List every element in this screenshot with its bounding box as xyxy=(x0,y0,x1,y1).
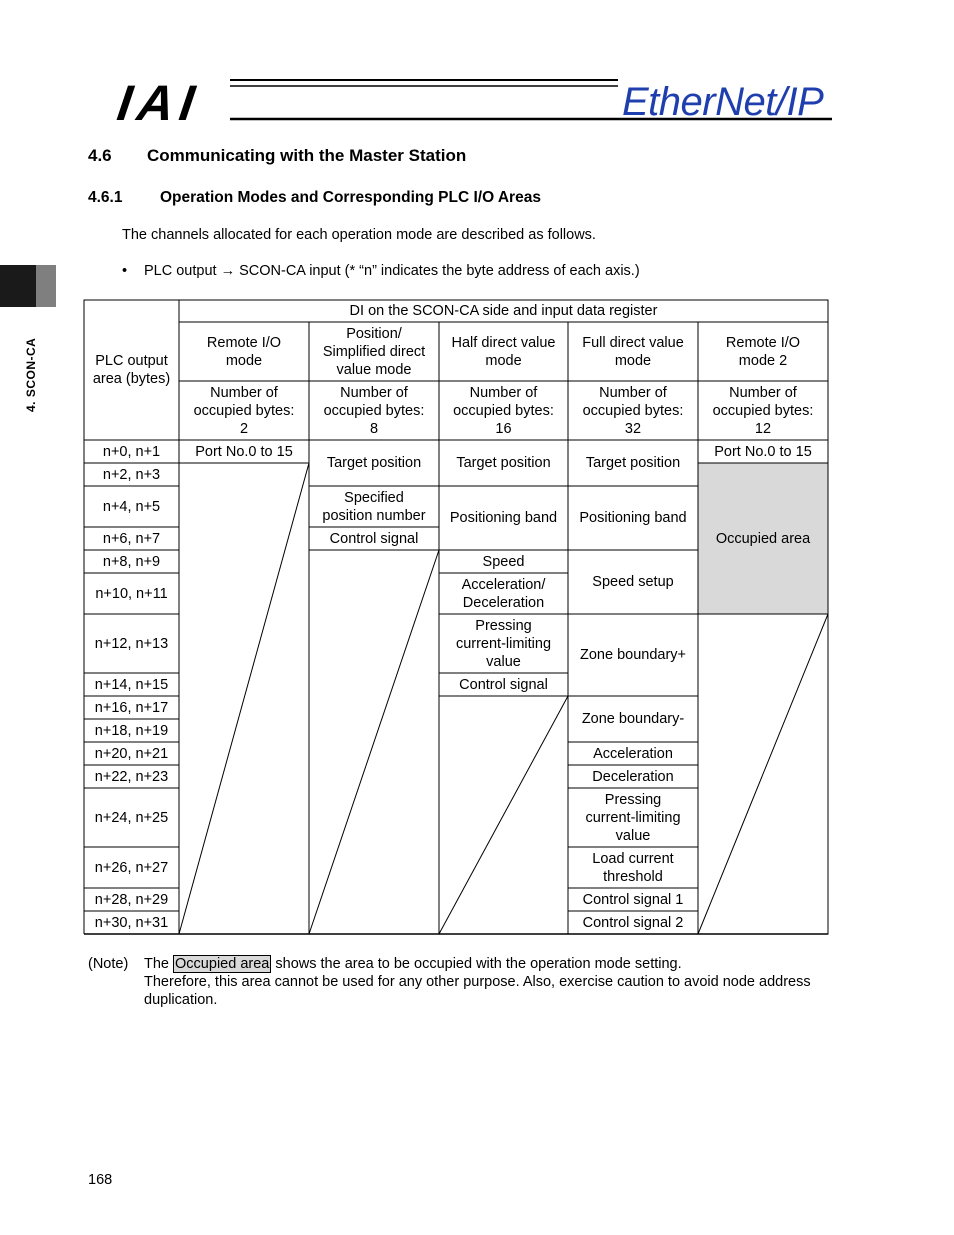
table-cell: Port No.0 to 15 xyxy=(195,443,293,460)
table-cell: Control signal xyxy=(329,530,419,547)
table-cell: Speed xyxy=(482,553,525,570)
note-line1: shows the area to be occupied with the operation mode setting. xyxy=(275,956,682,972)
mode-header-4: Full direct value mode xyxy=(582,334,684,369)
group-header: DI on the SCON-CA side and input data register xyxy=(349,303,658,319)
table-cell: Load current threshold xyxy=(592,850,674,885)
unused-area-diagonal xyxy=(698,614,828,934)
table-cell: Positioning band xyxy=(579,510,687,526)
unused-area-diagonal xyxy=(439,696,568,934)
table-cell: Zone boundary- xyxy=(581,711,685,727)
mode-bytes-1: Number of occupied bytes: 2 xyxy=(193,384,295,437)
table-cell: Target position xyxy=(456,455,551,471)
row-label: n+8, n+9 xyxy=(102,553,161,570)
corner-header: PLC output area (bytes) xyxy=(92,353,171,387)
mode-bytes-2: Number of occupied bytes: 8 xyxy=(323,384,425,437)
row-label: n+28, n+29 xyxy=(94,891,169,908)
ethernet-ip-logo: EtherNet/IP xyxy=(622,80,824,124)
mode-bytes-4: Number of occupied bytes: 32 xyxy=(582,384,684,437)
mode-header-5: Remote I/O mode 2 xyxy=(725,334,801,369)
row-label: n+22, n+23 xyxy=(94,768,169,785)
bullet-symbol: • xyxy=(122,263,128,279)
page-number: 168 xyxy=(88,1172,113,1188)
table-cell: Pressing current-limiting value xyxy=(585,791,681,844)
row-label: n+14, n+15 xyxy=(94,676,169,693)
mode-header-3: Half direct value mode xyxy=(451,334,556,369)
note-block xyxy=(88,955,888,1009)
row-label: n+30, n+31 xyxy=(94,914,169,931)
row-label: n+18, n+19 xyxy=(94,722,169,739)
occupied-area-cell: Occupied area xyxy=(715,530,811,547)
table-cell: Target position xyxy=(326,455,422,471)
table-cell: Deceleration xyxy=(592,768,674,785)
table-cell: Pressing current-limiting value xyxy=(455,617,552,670)
table-cell: Acceleration xyxy=(593,745,673,762)
unused-area-diagonal xyxy=(309,550,439,934)
row-label: n+6, n+7 xyxy=(102,530,161,547)
table-cell: Port No.0 to 15 xyxy=(714,443,812,460)
table-cell: Control signal 2 xyxy=(582,914,684,931)
iai-logo: IAI xyxy=(114,75,204,131)
occupied-area-sample: Occupied area xyxy=(175,956,270,972)
row-label: n+12, n+13 xyxy=(94,635,169,652)
note-line3: duplication. xyxy=(144,992,218,1008)
subsection-title: Operation Modes and Corresponding PLC I/O Areas xyxy=(160,189,541,206)
section-title: Communicating with the Master Station xyxy=(147,146,467,165)
row-label: n+24, n+25 xyxy=(94,809,169,826)
table-cell: Specified position number xyxy=(322,489,426,524)
row-label: n+26, n+27 xyxy=(94,859,169,876)
row-label: n+10, n+11 xyxy=(95,585,168,602)
note-label: (Note) xyxy=(88,956,129,972)
row-label: n+2, n+3 xyxy=(102,466,161,483)
table-cell: Control signal xyxy=(459,676,548,693)
row-label: n+16, n+17 xyxy=(94,699,169,716)
row-label: n+20, n+21 xyxy=(94,745,169,762)
row-label: n+4, n+5 xyxy=(102,498,161,515)
intro-paragraph: The channels allocated for each operation mode are described as follows. xyxy=(122,227,596,243)
note-the: The xyxy=(144,956,169,972)
mode-header-1: Remote I/O mode xyxy=(206,334,282,369)
bullet-text: PLC output → SCON-CA input (* “n” indicates the byte address of each axis.) xyxy=(144,263,640,279)
mode-header-2: Position/ Simplified direct value mode xyxy=(322,325,426,378)
section-number: 4.6 xyxy=(88,146,112,165)
chapter-tab-label: 4. SCON-CA xyxy=(24,337,38,412)
note-line2: Therefore, this area cannot be used for any other purpose. Also, exercise caution to avoid node address xyxy=(144,974,811,990)
row-label: n+0, n+1 xyxy=(102,443,161,460)
table-cell: Acceleration/ Deceleration xyxy=(461,576,546,611)
table-cell: Positioning band xyxy=(449,510,558,526)
table-cell: Speed setup xyxy=(592,574,674,590)
table-cell: Zone boundary+ xyxy=(579,647,686,663)
subsection-number: 4.6.1 xyxy=(88,189,123,206)
unused-area-diagonal xyxy=(179,463,309,934)
table-cell: Control signal 1 xyxy=(582,891,684,908)
mode-bytes-5: Number of occupied bytes: 12 xyxy=(712,384,814,437)
table-cell: Target position xyxy=(585,455,681,471)
mode-bytes-3: Number of occupied bytes: 16 xyxy=(453,384,554,437)
